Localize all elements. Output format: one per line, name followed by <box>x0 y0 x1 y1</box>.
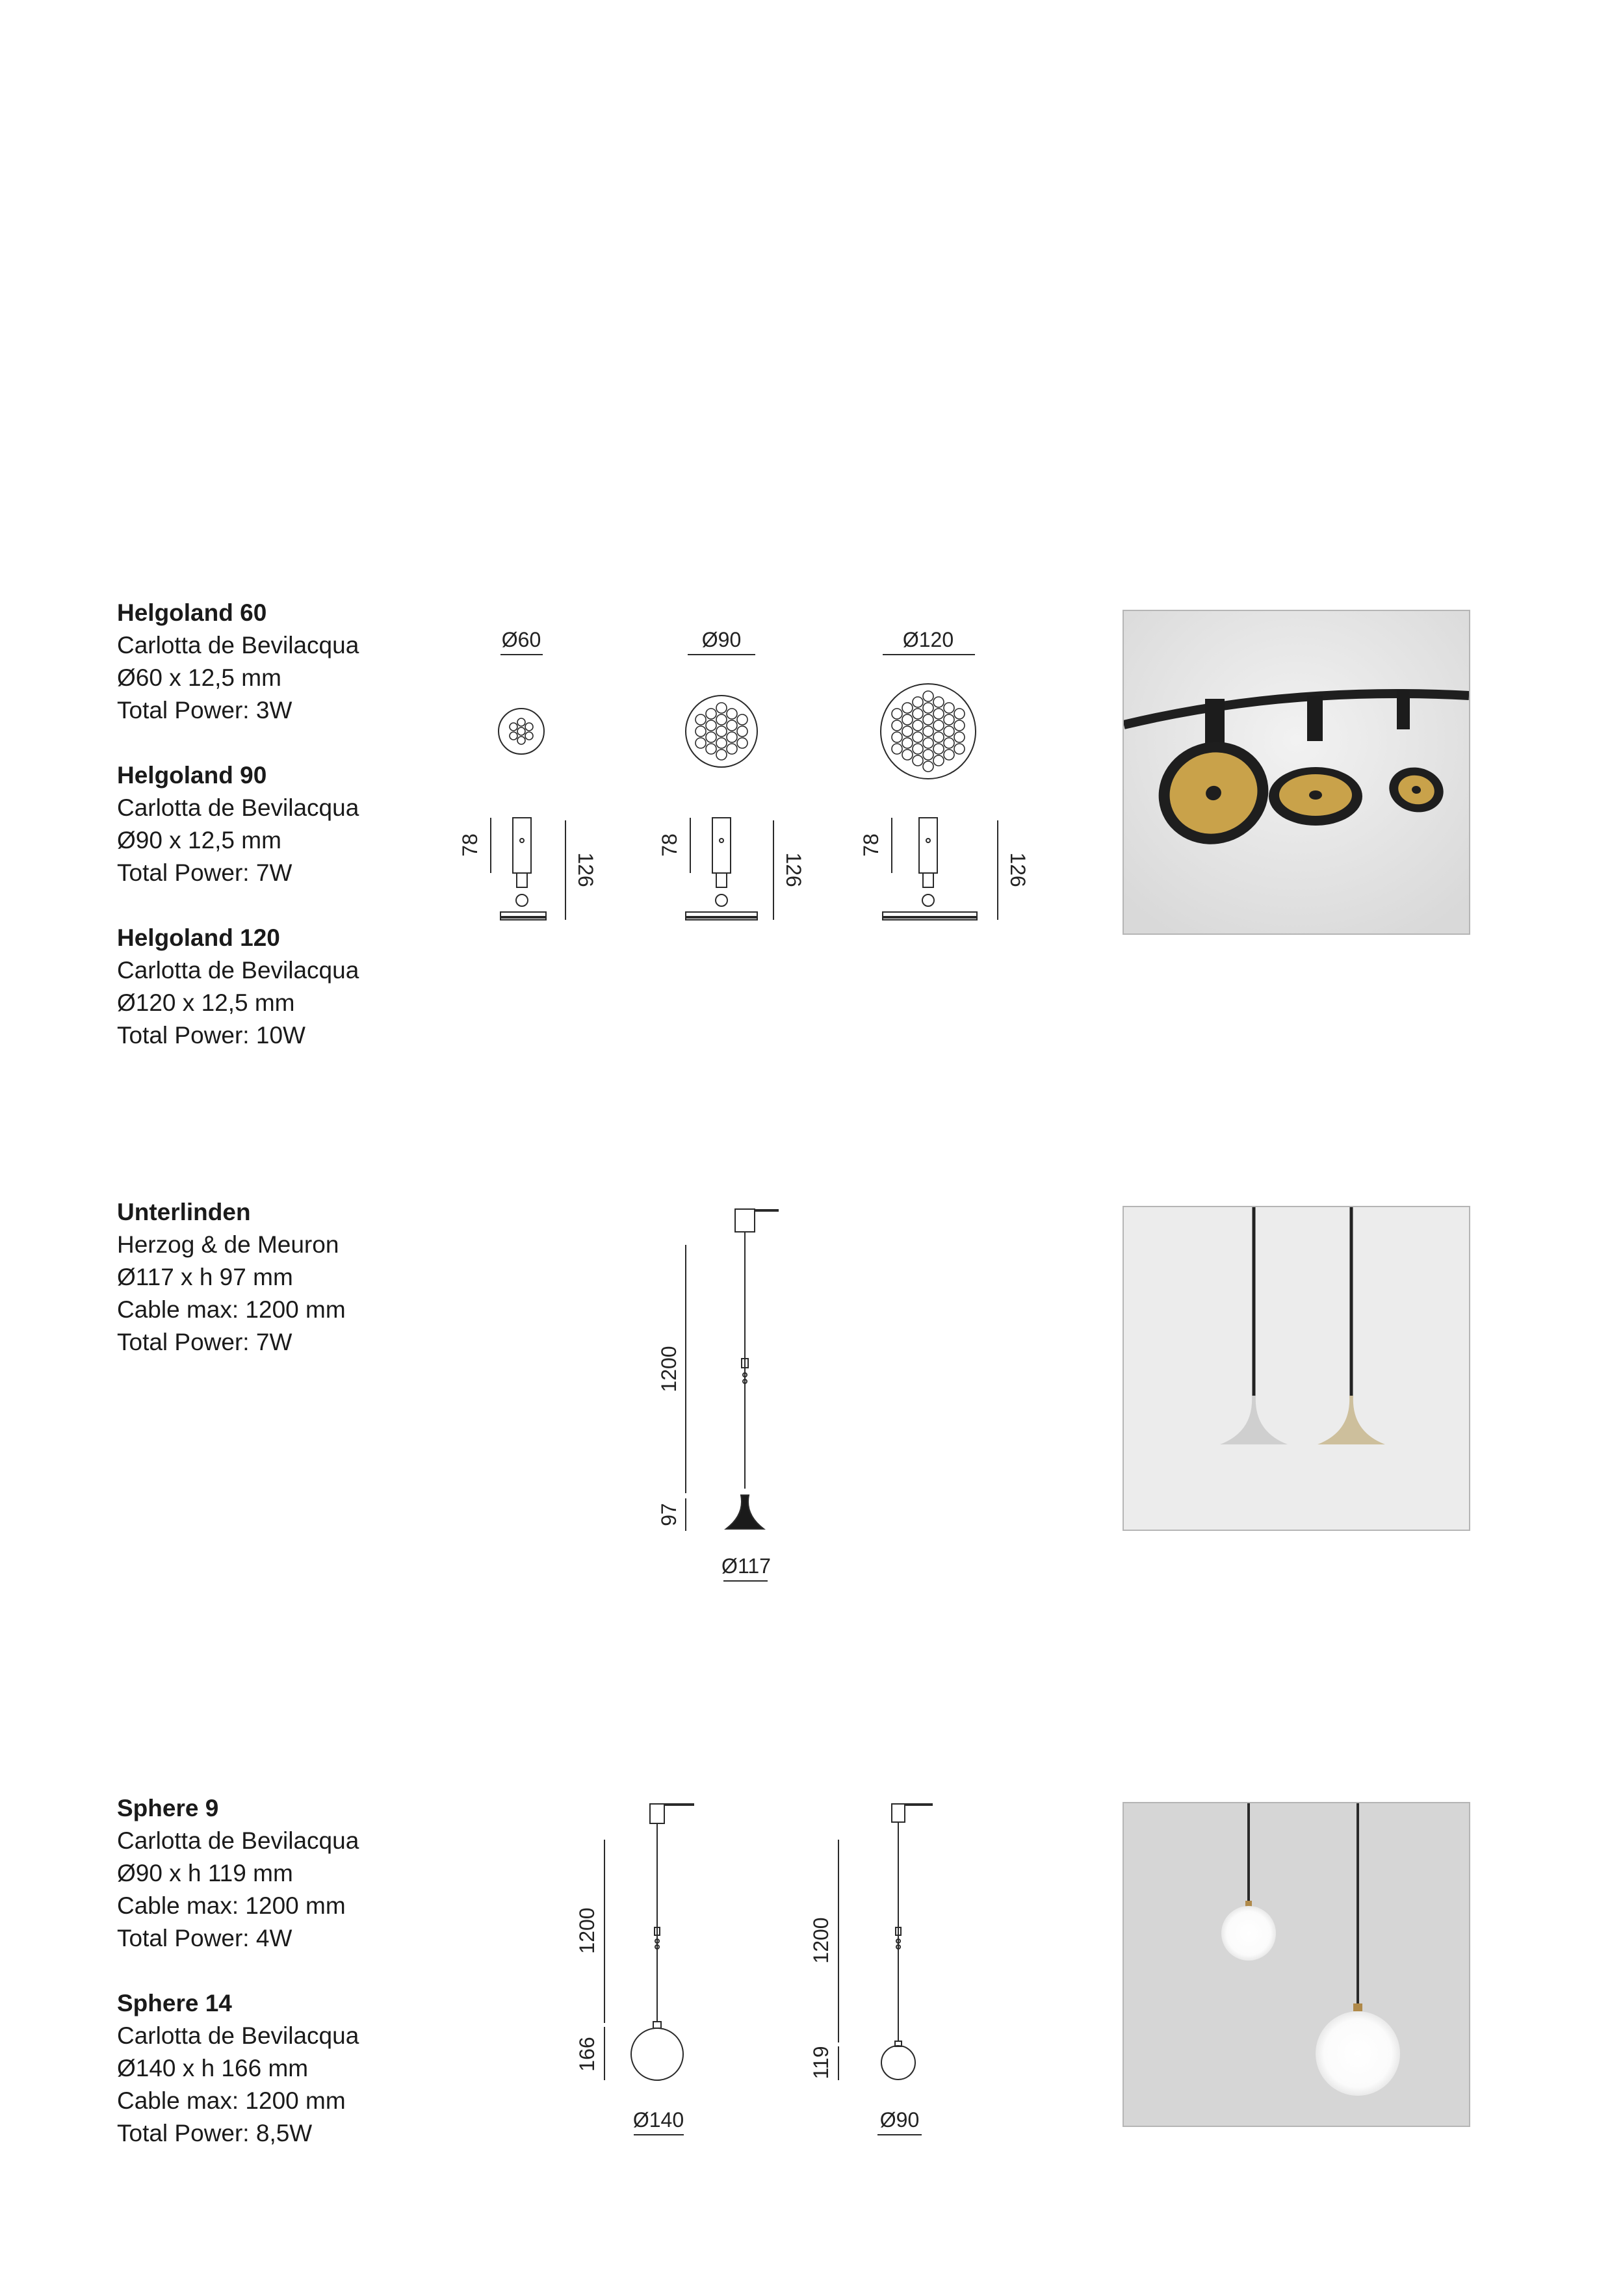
dimension-label: 1200 <box>575 1907 599 1954</box>
dimension-label: 78 <box>458 833 482 857</box>
helgoland-90-drawing <box>658 628 805 920</box>
product-power: Total Power: 10W <box>117 1022 305 1049</box>
dimension-label: Ø90 <box>879 2108 920 2132</box>
dimension-label: 1200 <box>809 1917 833 1964</box>
product-designer: Carlotta de Bevilacqua <box>117 2022 359 2049</box>
product-power: Total Power: 7W <box>117 859 292 886</box>
dimension-label: 126 <box>574 852 597 887</box>
product-spec <box>117 1987 359 2150</box>
sphere-14-drawing <box>575 1804 694 2135</box>
sphere-photo <box>1123 1802 1470 2127</box>
dimension-label: 166 <box>575 2037 599 2072</box>
product-spec <box>117 1792 359 1955</box>
dimension-label: 78 <box>658 833 681 857</box>
product-name: Sphere 14 <box>117 1990 232 2016</box>
product-name: Helgoland 60 <box>117 599 267 626</box>
dimension-label: Ø60 <box>501 628 541 651</box>
product-designer: Carlotta de Bevilacqua <box>117 1827 359 1854</box>
product-size: Ø90 x h 119 mm <box>117 1860 293 1886</box>
product-power: Total Power: 8,5W <box>117 2120 313 2146</box>
dimension-label: Ø90 <box>701 628 742 651</box>
product-cable: Cable max: 1200 mm <box>117 2087 346 2114</box>
dimension-label: 97 <box>657 1503 681 1526</box>
product-cable: Cable max: 1200 mm <box>117 1296 346 1323</box>
sphere-specs <box>117 1792 359 2182</box>
product-designer: Carlotta de Bevilacqua <box>117 632 359 659</box>
product-name: Sphere 9 <box>117 1795 219 1821</box>
product-designer: Herzog & de Meuron <box>117 1231 339 1258</box>
helgoland-product-image <box>1124 611 1469 933</box>
product-power: Total Power: 7W <box>117 1329 292 1355</box>
product-designer: Carlotta de Bevilacqua <box>117 957 359 984</box>
product-size: Ø90 x 12,5 mm <box>117 827 281 854</box>
product-power: Total Power: 4W <box>117 1925 292 1951</box>
helgoland-120-drawing <box>859 628 1030 920</box>
product-name: Helgoland 120 <box>117 924 280 951</box>
helgoland-photo <box>1123 610 1470 935</box>
product-designer: Carlotta de Bevilacqua <box>117 794 359 821</box>
dimension-label: Ø117 <box>721 1554 771 1578</box>
dimension-label: 126 <box>782 852 805 887</box>
sphere-product-image <box>1124 1803 1469 2126</box>
unterlinden-photo <box>1123 1206 1470 1531</box>
dimension-label: Ø120 <box>902 628 954 651</box>
product-size: Ø140 x h 166 mm <box>117 2055 309 2081</box>
product-size: Ø60 x 12,5 mm <box>117 664 281 691</box>
unterlinden-drawing <box>657 1209 779 1581</box>
product-cable: Cable max: 1200 mm <box>117 1892 346 1919</box>
sphere-9-drawing <box>809 1804 933 2135</box>
unterlinden-specs <box>117 1196 346 1391</box>
product-name: Helgoland 90 <box>117 762 267 789</box>
product-power: Total Power: 3W <box>117 697 292 724</box>
product-name: Unterlinden <box>117 1199 251 1225</box>
product-size: Ø120 x 12,5 mm <box>117 989 295 1016</box>
dimension-label: 1200 <box>657 1346 681 1392</box>
product-spec <box>117 1196 346 1359</box>
dimension-label: 119 <box>809 2046 833 2080</box>
helgoland-60-drawing <box>458 628 597 920</box>
dimension-label: 126 <box>1006 852 1030 887</box>
unterlinden-product-image <box>1124 1207 1469 1530</box>
product-size: Ø117 x h 97 mm <box>117 1264 293 1290</box>
dimension-label: 78 <box>859 833 883 857</box>
dimension-label: Ø140 <box>632 2108 684 2132</box>
